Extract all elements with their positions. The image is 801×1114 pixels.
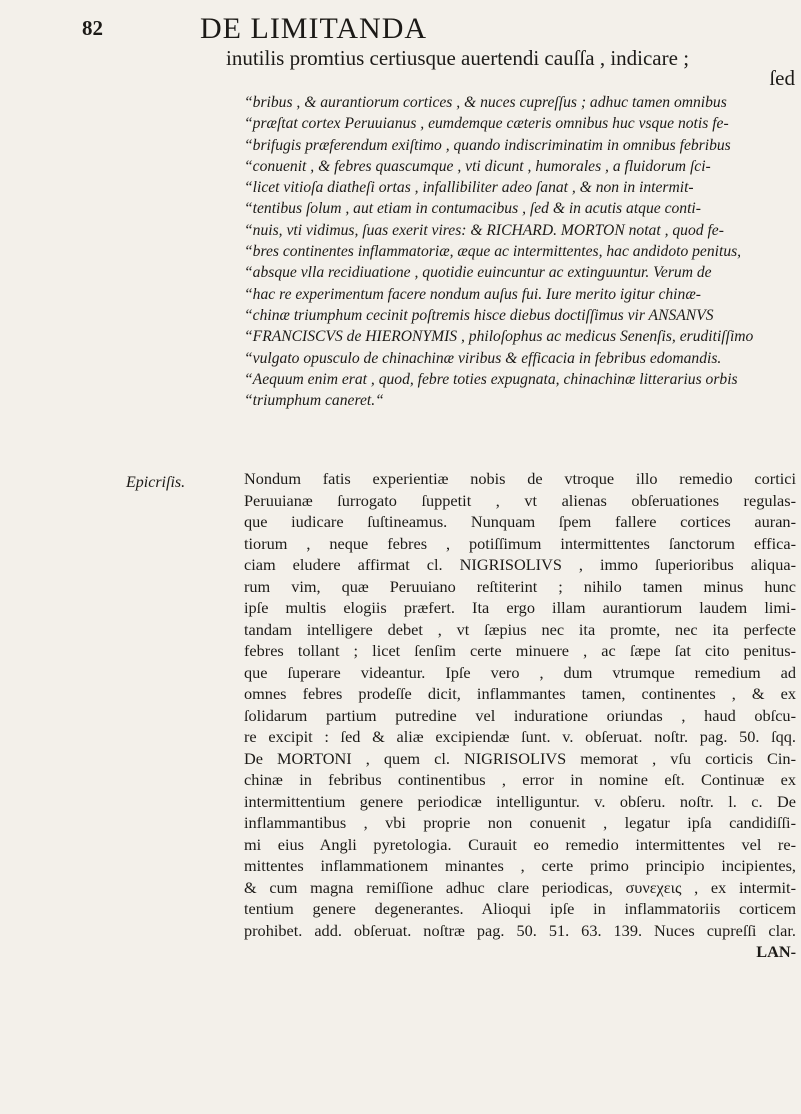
quote-line: “licet vitioſa diatheſi ortas , infallibiliter adeo ſanat , & non in intermit- [244, 179, 694, 197]
quotation-block [244, 92, 796, 411]
quote-line: “brifugis præferendum exiſtimo , quando indiscriminatim in omnibus febribus [244, 136, 731, 154]
body-line: ipſe multis elogiis præfert. Ita ergo illam aurantiorum laudem limi- [244, 598, 796, 617]
quote-line: “nuis, vti vidimus, ſuas exerit vires: & RICHARD. MORTON notat , quod fe- [244, 221, 724, 239]
body-line: tiorum , neque febres , potiſſimum intermittentes ſanctorum effica- [244, 533, 796, 553]
body-line: & cum magna remiſſione adhuc clare periodicas, συνεχεις , ex intermit- [244, 877, 796, 897]
body-line: tentium genere degenerantes. Alioqui ipſe in inflammatoriis corticem [244, 899, 796, 918]
body-line: tandam intelligere debet , vt ſæpius nec ita promte, nec ita perfecte [244, 619, 796, 639]
quote-line: “tentibus ſolum , aut etiam in contumacibus , ſed & in acutis atque conti- [244, 200, 701, 218]
body-line: chinæ in febribus continentibus , error in nomine eſt. Continuæ ex [244, 770, 796, 789]
quote-line: “chinæ triumphum cecinit poſtremis hisce diebus doctiſſimus vir ANSANVS [244, 306, 714, 324]
quote-line: “Aequum enim erat , quod, febre toties expugnata, chinachinæ litterarius orbis [244, 370, 738, 388]
quote-line: “conuenit , & febres quascumque , vti dicunt , humorales , a fluidorum ſci- [244, 157, 711, 175]
body-line: omnes febres prodeſſe dicit, inflammantes tamen, continentes , & ex [244, 684, 796, 703]
quote-line: “præſtat cortex Peruuianus , eumdemque cæteris omnibus huc vsque notis fe- [244, 115, 729, 133]
body-line: ciam eludere affirmat cl. NIGRISOLIVS , immo ſuperioribus aliqua- [244, 555, 796, 574]
quote-line: “triumphum caneret.“ [244, 392, 384, 410]
catchword: LAN- [756, 942, 796, 961]
lead-line: inutilis promtius certiusque auertendi cauſſa , indicare ; [226, 46, 690, 70]
body-line: mi eius Angli pyretologia. Curauit eo remedio intermittentes vel re- [244, 834, 796, 854]
lead-catchword: ſed [769, 66, 795, 90]
body-line: inflammantibus , vbi proprie non conuenit , legatur ipſa candidiſſi- [244, 813, 796, 832]
page-number: 82 [82, 16, 103, 40]
body-line: De MORTONI , quem cl. NIGRISOLIVS memorat , vſu corticis Cin- [244, 748, 796, 768]
body-line: que ſuperare videantur. Ipſe vero , dum vtrumque remedium ad [244, 662, 796, 682]
quote-line: “bres continentes inflammatoriæ, æque ac intermittentes, hac andidoto penitus, [244, 243, 742, 261]
marginal-note: Epicriſis. [126, 474, 186, 491]
quote-line: “absque vlla recidiuatione , quotidie euincuntur ac extinguuntur. Verum de [244, 264, 712, 282]
body-line: Peruuianæ ſurrogato ſuppetit , vt alienas obſeruationes regulas- [244, 490, 796, 510]
body-line: ſolidarum partium putredine vel induratione oriundas , haud obſcu- [244, 705, 796, 725]
body-line: rum vim, quæ Peruuiano reſtiterint ; nihilo tamen minus hunc [244, 576, 796, 596]
body-line: mittentes inflammationem minantes , certe primo principio incipientes, [244, 856, 796, 875]
body-line: intermittentium genere periodicæ intelliguntur. v. obſeru. noſtr. l. c. De [244, 791, 796, 811]
page-header [0, 6, 801, 46]
quote-line: “FRANCISCVS de HIERONYMIS , philoſophus ac medicus Senenſis, eruditiſſimo [244, 328, 754, 346]
body-line: re excipit : ſed & aliæ excipiendæ ſunt. v. obſeruat. noſtr. pag. 50. ſqq. [244, 727, 796, 746]
body-paragraph [244, 468, 796, 963]
body-line: febres tollant ; licet ſenſim certe minuere , ac ſæpe ſat cito penitus- [244, 641, 796, 660]
quote-line: “bribus , & aurantiorum cortices , & nuces cupreſſus ; adhuc tamen omnibus [244, 94, 727, 111]
quote-line: “hac re experimentum facere nondum auſus fui. Iure merito igitur chinæ- [244, 285, 701, 303]
body-line: prohibet. add. obſeruat. noſtræ pag. 50. 51. 63. 139. Nuces cupreſſi clar. [244, 920, 796, 940]
quote-line: “vulgato opusculo de chinachinæ viribus & efficacia in febribus edomandis. [244, 349, 722, 367]
running-head: DE LIMITANDA [200, 12, 428, 45]
body-line: que iudicare ſuſtineamus. Nunquam ſpem fallere cortices auran- [244, 512, 796, 531]
body-line: Nondum fatis experientiæ nobis de vtroque illo remedio cortici [244, 469, 796, 488]
